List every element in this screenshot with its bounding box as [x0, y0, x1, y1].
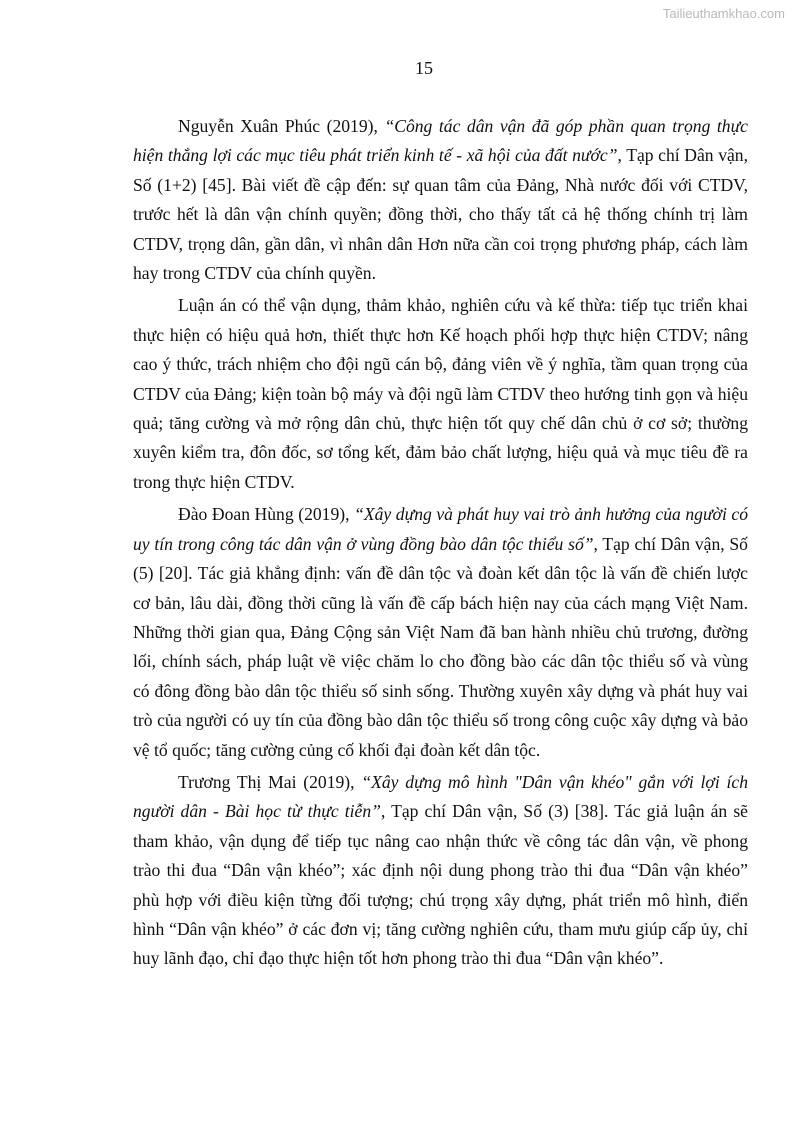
watermark: Tailieuthamkhao.com [662, 6, 785, 21]
paragraph [133, 291, 748, 497]
document-body [133, 112, 748, 977]
page-number: 15 [415, 58, 433, 78]
paragraph-text: , Tạp chí Dân vận, Số (5) [20]. Tác giả khẳng định: vấn đề dân tộc và đoàn kết dân tộc là vấn đề chiến lược cơ bản, lâu dài, đồng thời cũng là vấn đề cấp bách hiện nay của cách mạng Việt Nam. Những thời gian qua, Đảng Cộng sản Việt Nam đã ban hành nhiều chủ trương, đường lối, chính sách, pháp luật về việc chăm lo cho đồng bào các dân tộc thiểu số và vùng có đông đồng bào dân tộc thiểu số sinh sống. Thường xuyên xây dựng và phát huy vai trò của người có uy tín của đồng bào dân tộc thiểu số trong công cuộc xây dựng và bảo vệ tổ quốc; tăng cường củng cố khối đại đoàn kết dân tộc. [133, 533, 748, 760]
paragraph-title: “Xây dựng mô hình "Dân vận khéo" gắn với lợi ích người dân - Bài học từ thực tiễn” [133, 771, 748, 822]
paragraph-lead: Nguyễn Xuân Phúc (2019), [178, 116, 385, 136]
paragraph [133, 500, 748, 765]
paragraph-text: , Tạp chí Dân vận, Số (3) [38]. Tác giả luận án sẽ tham khảo, vận dụng để tiếp tục nâng cao nhận thức về công tác dân vận, về phong trào thi đua “Dân vận khéo”; xác định nội dung phong trào thi đua “Dân vận khéo” phù hợp với điều kiện từng đối tượng; chú trọng xây dựng, phát triển mô hình, điển hình “Dân vận khéo” ở các đơn vị; tăng cường nghiên cứu, tham mưu giúp cấp ủy, chỉ huy lãnh đạo, chỉ đạo thực hiện tốt hơn phong trào thi đua “Dân vận khéo”. [133, 801, 748, 969]
paragraph-lead: Trương Thị Mai (2019), [178, 771, 362, 792]
paragraph-text: , Tạp chí Dân vận, Số (1+2) [45]. Bài viết đề cập đến: sự quan tâm của Đảng, Nhà nước đối với CTDV, trước hết là dân vận chính quyền; đồng thời, cho thấy tất cả hệ thống chính trị làm CTDV, trọng dân, gần dân, vì nhân dân Hơn nữa cần coi trọng phương pháp, cách làm hay trong CTDV của chính quyền. [133, 145, 748, 284]
paragraph-lead: Luận án có thể vận dụng, thảm khảo, nghiên cứu và kế thừa: tiếp tục triển khai thực hiện có hiệu quả hơn, thiết thực hơn Kế hoạch phối hợp thực hiện CTDV; nâng cao ý thức, trách nhiệm cho đội ngũ cán bộ, đảng viên về ý nghĩa, tầm quan trọng của CTDV của Đảng; kiện toàn bộ máy và đội ngũ làm CTDV theo hướng tinh gọn và hiệu quả; tăng cường và mở rộng dân chủ, thực hiện tốt quy chế dân chủ ở cơ sở; thường xuyên kiểm tra, đôn đốc, sơ tổng kết, đảm bảo chất lượng, hiệu quả và mục tiêu đề ra trong thực hiện CTDV. [133, 295, 748, 492]
paragraph [133, 112, 748, 288]
paragraph-lead: Đào Đoan Hùng (2019), [178, 504, 355, 525]
paragraph [133, 768, 748, 974]
paragraph-title: “Công tác dân vận đã góp phần quan trọng thực hiện thắng lợi các mục tiêu phát triển kinh tế - xã hội của đất nước” [133, 116, 748, 166]
paragraph-title: “Xây dựng và phát huy vai trò ảnh hưởng của người có uy tín trong công tác dân vận ở vùng đồng bào dân tộc thiểu số” [133, 504, 749, 554]
